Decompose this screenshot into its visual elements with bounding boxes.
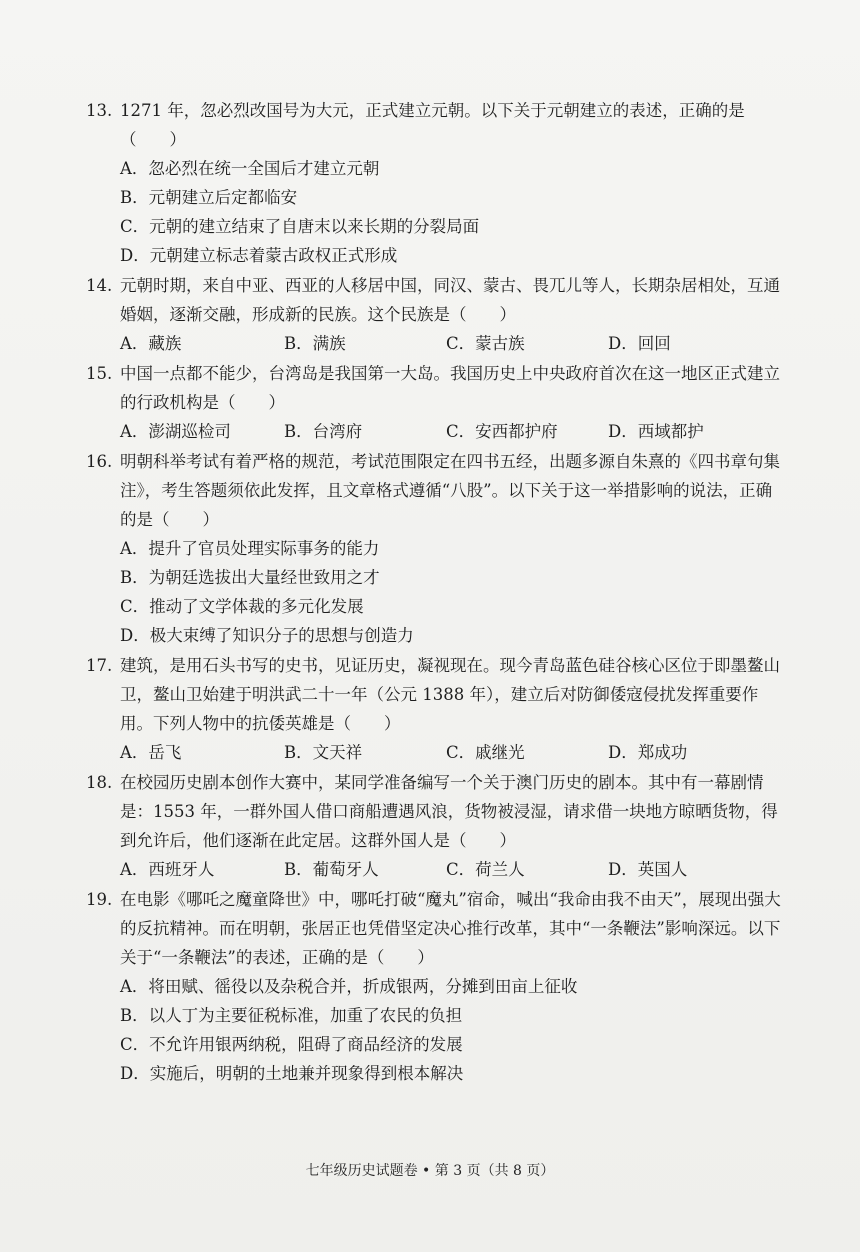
option-b: B．以人丁为主要征税标准，加重了农民的负担 bbox=[120, 1006, 463, 1025]
option-b: B．文天祥 bbox=[284, 743, 363, 762]
option-list bbox=[86, 855, 786, 884]
option-list bbox=[86, 972, 786, 1088]
option-c: C．荷兰人 bbox=[446, 860, 525, 879]
option-c: C．元朝的建立结束了自唐末以来长期的分裂局面 bbox=[120, 217, 480, 236]
option-c: C．不允许用银两纳税，阻碍了商品经济的发展 bbox=[120, 1035, 463, 1054]
question-text: 在校园历史剧本创作大赛中，某同学准备编写一个关于澳门历史的剧本。其中有一幕剧情是：1553 年，一群外国人借口商船遭遇风浪，货物被浸湿，请求借一块地方晾晒货物，得到允许后，他们逐渐在此定居。这群外国人是（ ） bbox=[120, 773, 778, 850]
option-d: D．元朝建立标志着蒙古政权正式形成 bbox=[120, 246, 398, 265]
question-number: 15. bbox=[86, 364, 113, 383]
question-number: 17. bbox=[86, 656, 113, 675]
option-list bbox=[86, 329, 786, 358]
question-number: 19. bbox=[86, 890, 113, 909]
option-c: C．推动了文学体裁的多元化发展 bbox=[120, 597, 364, 616]
option-a: A．提升了官员处理实际事务的能力 bbox=[120, 539, 380, 558]
question-19 bbox=[86, 885, 786, 1088]
option-b: B．台湾府 bbox=[284, 422, 363, 441]
option-a: A．岳飞 bbox=[120, 743, 182, 762]
question-text: 中国一点都不能少，台湾岛是我国第一大岛。我国历史上中央政府首次在这一地区正式建立的行政机构是（ ） bbox=[120, 364, 780, 412]
question-number: 18. bbox=[86, 773, 113, 792]
page-footer: 七年级历史试题卷 • 第 3 页（共 8 页） bbox=[305, 1163, 555, 1179]
question-text: 在电影《哪吒之魔童降世》中，哪吒打破“魔丸”宿命，喊出“我命由我不由天”，展现出强大的反抗精神。而在明朝，张居正也凭借坚定决心推行改革，其中“一条鞭法”影响深远。以下关于“一条鞭法”的表述，正确的是（ ） bbox=[120, 890, 781, 967]
option-c: C．戚继光 bbox=[446, 743, 525, 762]
option-d: D．回回 bbox=[608, 334, 671, 353]
option-d: D．极大束缚了知识分子的思想与创造力 bbox=[120, 626, 414, 645]
question-number: 16. bbox=[86, 452, 113, 471]
question-text: 1271 年，忽必烈改国号为大元，正式建立元朝。以下关于元朝建立的表述，正确的是（ ） bbox=[120, 101, 745, 149]
option-c: C．安西都护府 bbox=[446, 422, 558, 441]
option-a: A．忽必烈在统一全国后才建立元朝 bbox=[120, 159, 380, 178]
option-d: D．西域都护 bbox=[608, 422, 704, 441]
option-b: B．葡萄牙人 bbox=[284, 860, 379, 879]
question-text: 明朝科举考试有着严格的规范，考试范围限定在四书五经，出题多源自朱熹的《四书章句集注》，考生答题须依此发挥，且文章格式遵循“八股”。以下关于这一举措影响的说法，正确的是（ ） bbox=[120, 452, 780, 529]
question-number: 14. bbox=[86, 276, 113, 295]
question-stem bbox=[86, 447, 786, 534]
question-number: 13. bbox=[86, 101, 113, 120]
question-text: 建筑，是用石头书写的史书，见证历史，凝视现在。现今青岛蓝色硅谷核心区位于即墨鳌山卫，鳌山卫始建于明洪武二十一年（公元 1388 年），建立后对防御倭寇侵扰发挥重要作用。下列人物中的抗倭英雄是（ ） bbox=[120, 656, 780, 733]
option-c: C．蒙古族 bbox=[446, 334, 525, 353]
option-list bbox=[86, 738, 786, 767]
option-b: B．满族 bbox=[284, 334, 346, 353]
option-b: B．元朝建立后定都临安 bbox=[120, 188, 298, 207]
question-stem bbox=[86, 96, 786, 154]
option-a: A．西班牙人 bbox=[120, 860, 215, 879]
option-d: D．郑成功 bbox=[608, 743, 688, 762]
option-b: B．为朝廷选拔出大量经世致用之才 bbox=[120, 568, 380, 587]
option-a: A．澎湖巡检司 bbox=[120, 422, 231, 441]
option-list bbox=[86, 417, 786, 446]
option-a: A．将田赋、徭役以及杂税合并，折成银两，分摊到田亩上征收 bbox=[120, 977, 578, 996]
question-16 bbox=[86, 447, 786, 650]
question-stem bbox=[86, 768, 786, 855]
question-stem bbox=[86, 651, 786, 738]
option-list bbox=[86, 534, 786, 650]
option-d: D．实施后，明朝的土地兼并现象得到根本解决 bbox=[120, 1064, 464, 1083]
question-list bbox=[86, 96, 786, 1089]
question-stem bbox=[86, 359, 786, 417]
option-a: A．藏族 bbox=[120, 334, 182, 353]
question-18 bbox=[86, 768, 786, 884]
question-stem bbox=[86, 271, 786, 329]
question-17 bbox=[86, 651, 786, 767]
option-d: D．英国人 bbox=[608, 860, 688, 879]
option-list bbox=[86, 154, 786, 270]
question-14 bbox=[86, 271, 786, 358]
question-stem bbox=[86, 885, 786, 972]
question-13 bbox=[86, 96, 786, 270]
question-text: 元朝时期，来自中亚、西亚的人移居中国，同汉、蒙古、畏兀儿等人，长期杂居相处，互通婚姻，逐渐交融，形成新的民族。这个民族是（ ） bbox=[120, 276, 780, 324]
question-15 bbox=[86, 359, 786, 446]
